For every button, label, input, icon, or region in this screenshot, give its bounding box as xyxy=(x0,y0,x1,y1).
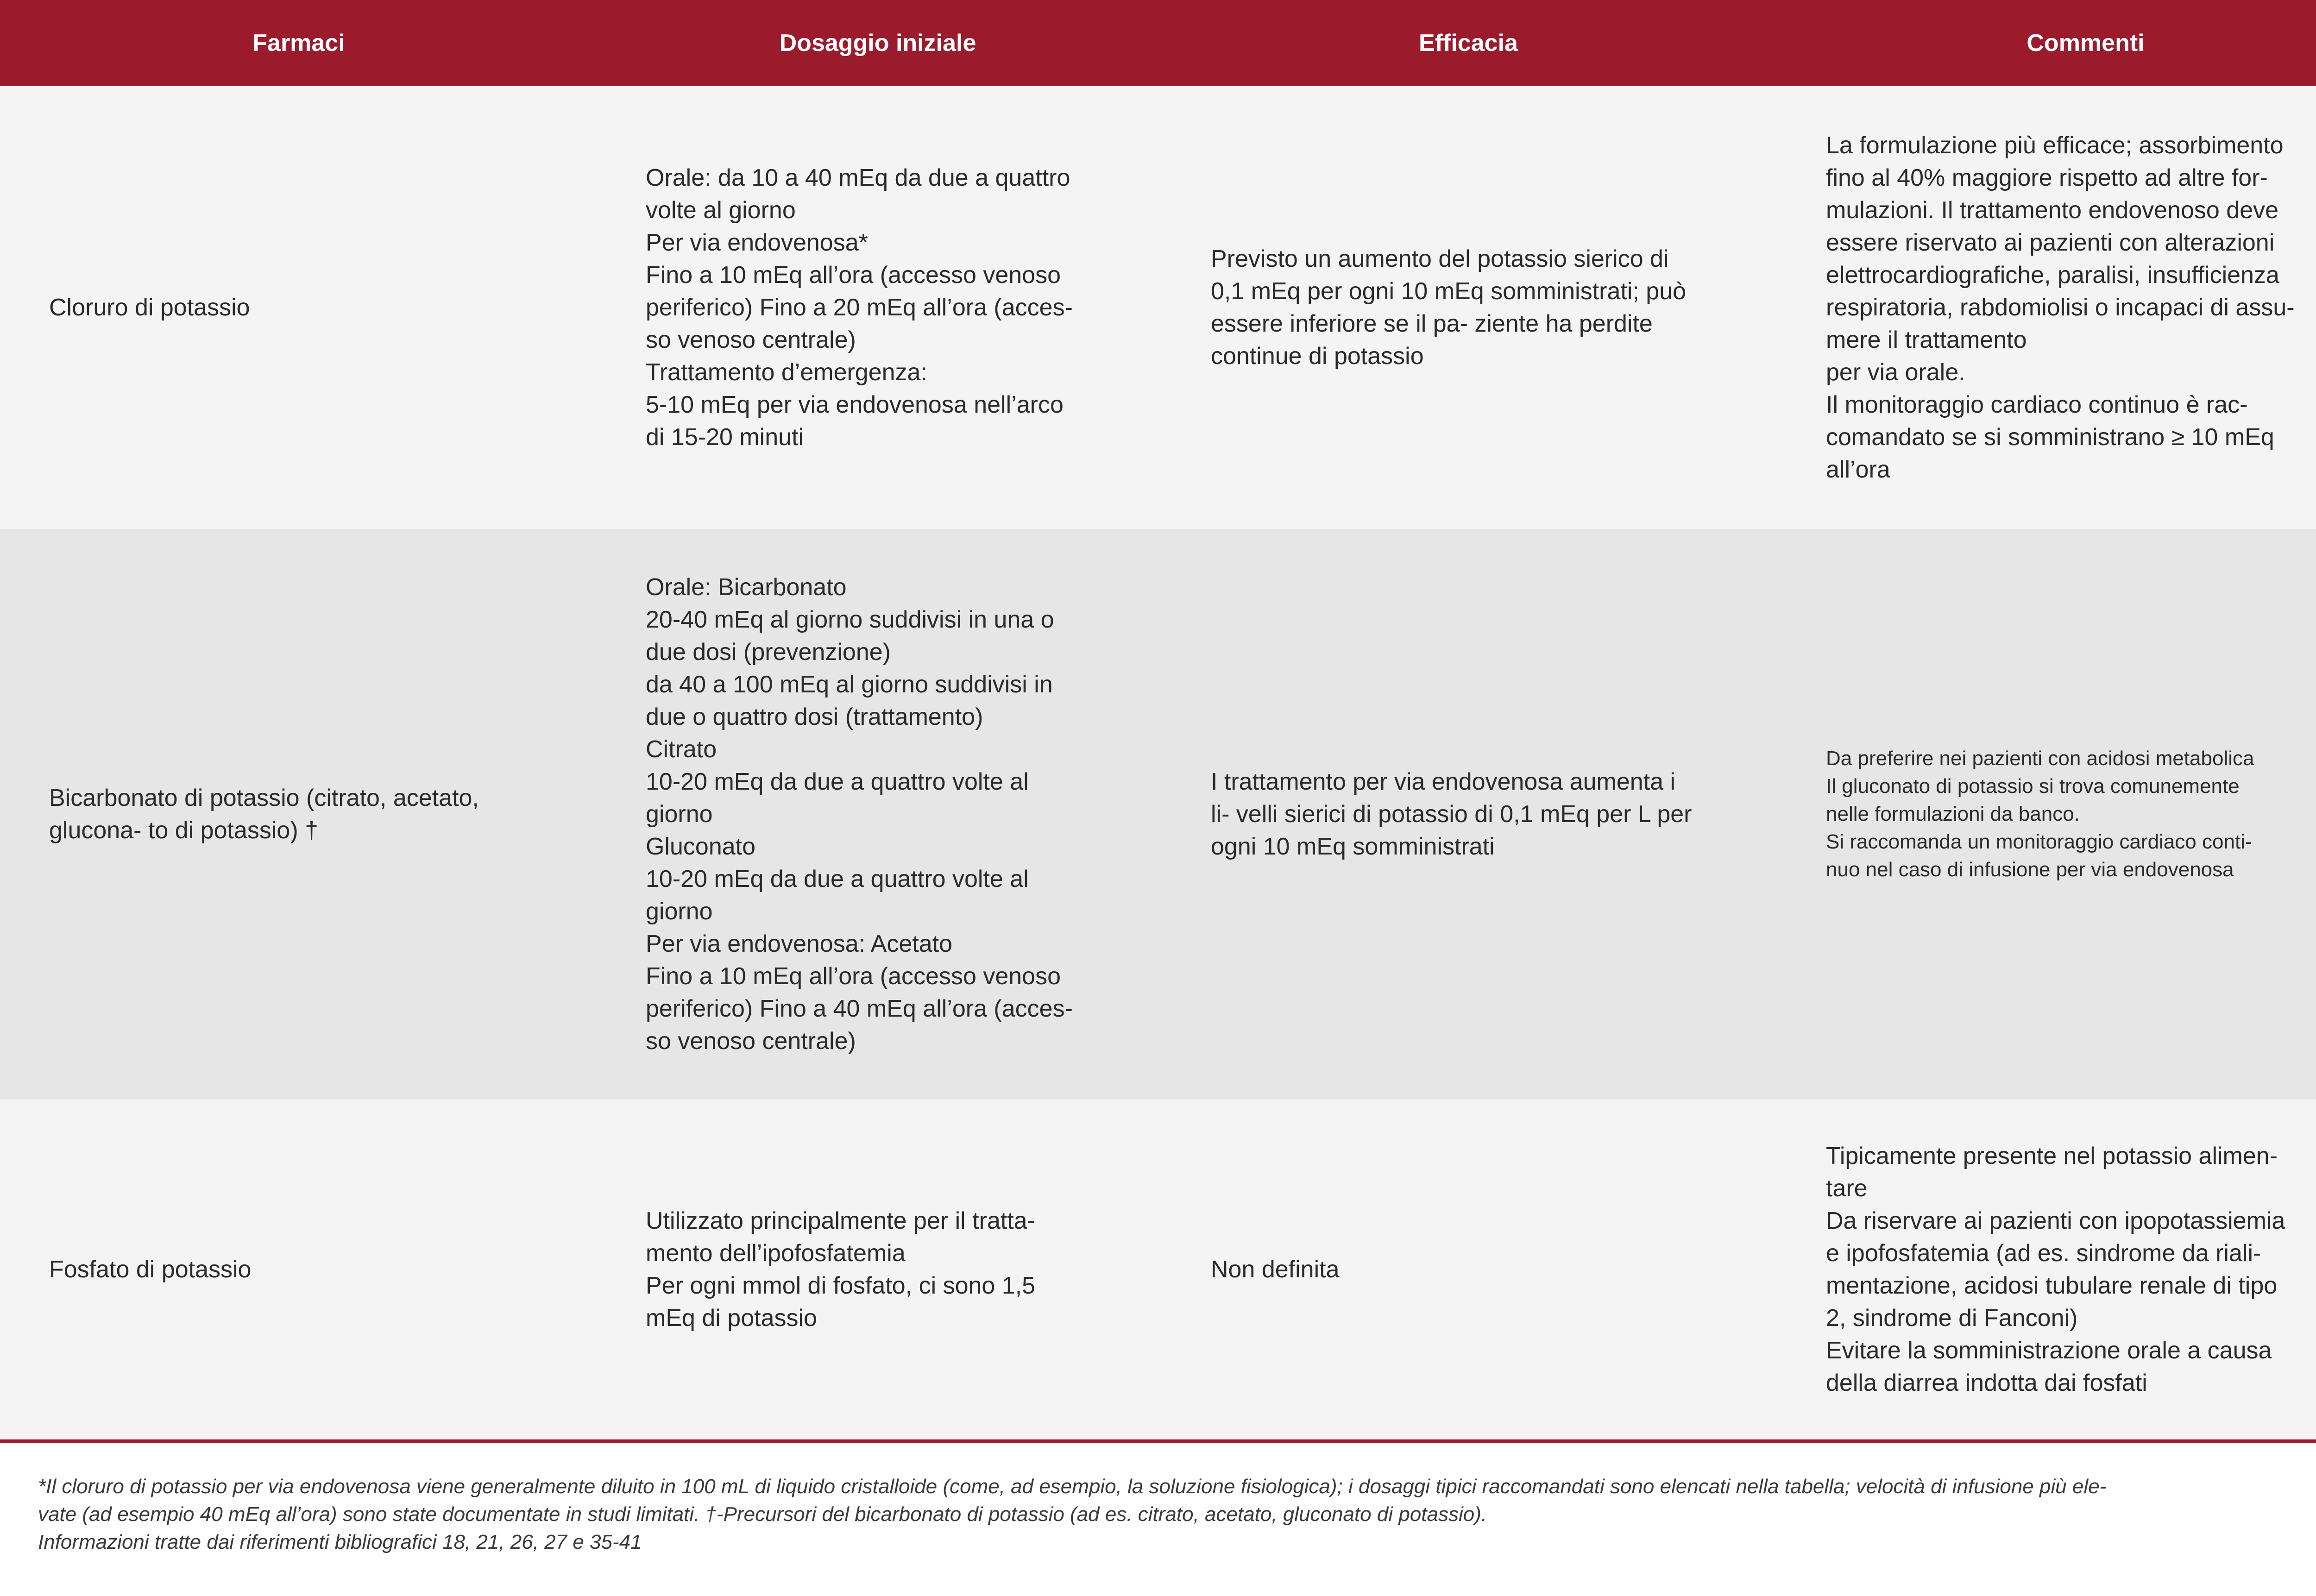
cell-commenti: Da preferire nei pazienti con acidosi metabolica Il gluconato di potassio si trova comunemente nelle formulazioni da banco. Si raccomanda un monitoraggio cardiaco conti- nuo nel caso di infusione per via endovenosa xyxy=(1826,747,2254,881)
cell-dosaggio: Orale: da 10 a 40 mEq da due a quattro volte al giorno Per via endovenosa* Fino a 10 mEq all’ora (accesso venoso periferico) Fino a 20 mEq all’ora (acces- so venoso centrale) Trattamento d’emergenza: 5-10 mEq per via endovenosa nell’arco di 15-20 minuti xyxy=(646,164,1073,451)
header-farmaci: Farmaci xyxy=(252,30,345,57)
cell-farmaco: Fosfato di potassio xyxy=(49,1256,252,1283)
table-row xyxy=(0,529,2316,1100)
cell-efficacia: Non definita xyxy=(1211,1256,1340,1283)
cell-farmaco: Bicarbonato di potassio (citrato, acetato, glucona- to di potassio) † xyxy=(49,785,479,844)
cell-commenti: Tipicamente presente nel potassio alimen- tare Da riservare ai pazienti con ipopotassiemia e ipofosfatemia (ad es. sindrome da riali- mentazione, acidosi tubulare renale di tipo 2, sindrome di Fanconi) Evitare la somministrazione orale a causa della diarrea indotta dai fosfati xyxy=(1826,1143,2285,1396)
header-commenti: Commenti xyxy=(2026,30,2145,57)
cell-efficacia: I trattamento per via endovenosa aumenta i li- velli sierici di potassio di 0,1 mEq per L per ogni 10 mEq somministrati xyxy=(1211,768,1692,860)
cell-dosaggio: Orale: Bicarbonato 20-40 mEq al giorno suddivisi in una o due dosi (prevenzione) da 40 a 100 mEq al giorno suddivisi in due o quattro dosi (trattamento) Citrato 10-20 mEq da due a quattro volte al giorno Gluconato 10-20 mEq da due a quattro volte al giorno Per via endovenosa: Acetato Fino a 10 mEq all’ora (accesso venoso periferico) Fino a 40 mEq all’ora (acces- so venoso centrale) xyxy=(646,574,1073,1055)
cell-dosaggio: Utilizzato principalmente per il tratta- mento dell’ipofosfatemia Per ogni mmol di fosfato, ci sono 1,5 mEq di potassio xyxy=(646,1207,1036,1332)
table-footnote: *Il cloruro di potassio per via endovenosa viene generalmente diluito in 100 mL di liquido cristalloide (come, ad esempio, la soluzione fisiologica); i dosaggi tipici raccomandati sono elencati nella tabella; velocità di infusione più ele- vate (ad esempio 40 mEq all’ora) sono state documentate in studi limitati. †-Precursori del bicarbonato di potassio (ad es. citrato, acetato, gluconato di potassio). Informazioni tratte dai riferimenti bibliografici 18, 21, 26, 27 e 35-41 xyxy=(38,1475,2107,1553)
cell-commenti: La formulazione più efficace; assorbimento fino al 40% maggiore rispetto ad altre for- mulazioni. Il trattamento endovenoso deve essere riservato ai pazienti con alterazioni elettrocardiografiche, paralisi, insufficienza respiratoria, rabdomiolisi o incapaci di assu- mere il trattamento per via orale. Il monitoraggio cardiaco continuo è rac- comandato se si somministrano ≥ 10 mEq all’ora xyxy=(1826,132,2295,483)
table-header xyxy=(0,0,2316,86)
table-row xyxy=(0,86,2316,529)
cell-efficacia: Previsto un aumento del potassio sierico di 0,1 mEq per ogni 10 mEq somministrati; può essere inferiore se il pa- ziente ha perdite continue di potassio xyxy=(1211,245,1687,370)
header-efficacia: Efficacia xyxy=(1419,30,1518,57)
cell-farmaco: Cloruro di potassio xyxy=(49,294,250,321)
header-dosaggio: Dosaggio iniziale xyxy=(779,30,976,57)
table-row xyxy=(0,1100,2316,1439)
table-bottom-rule xyxy=(0,1439,2316,1443)
